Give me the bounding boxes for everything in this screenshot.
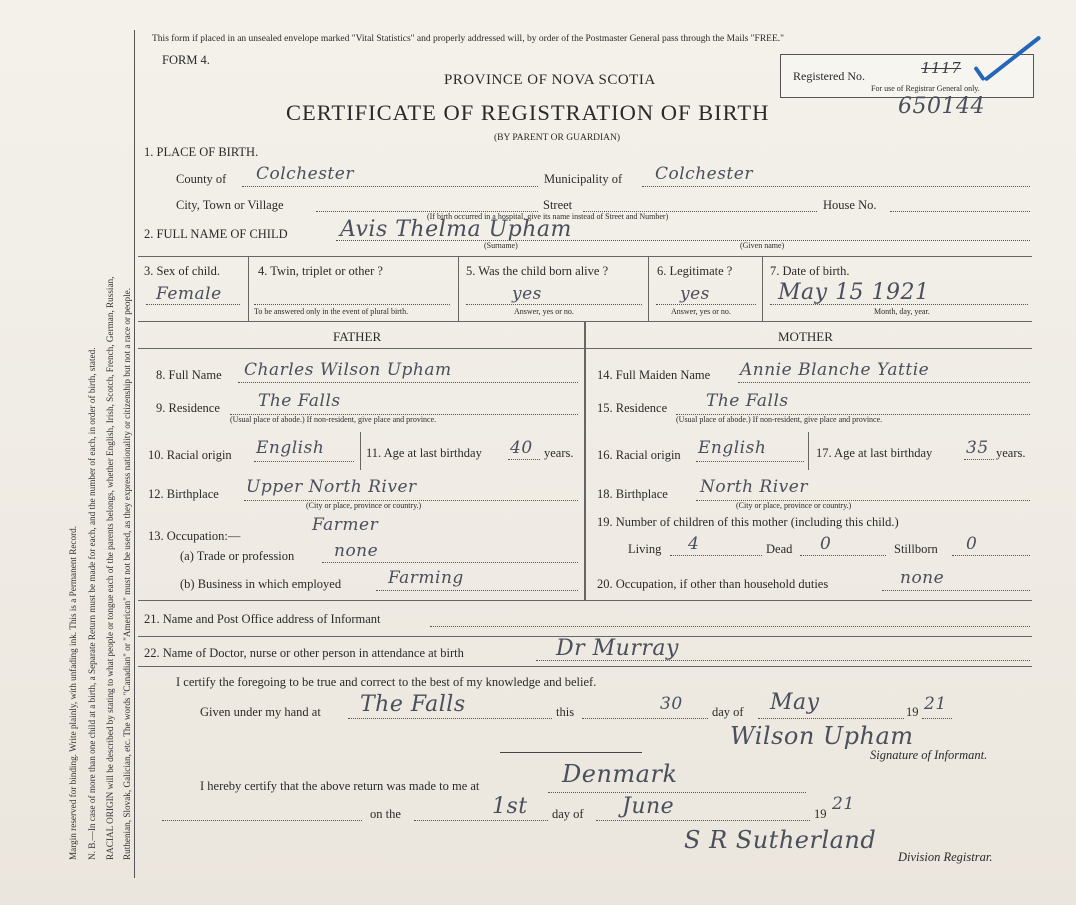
legitimate-note: Answer, yes or no.	[671, 307, 731, 316]
certify-statement: I certify the foregoing to be true and correct to the best of my knowledge and belief.	[176, 675, 597, 689]
father-racial-label: 10. Racial origin	[148, 448, 232, 462]
sex-label: 3. Sex of child.	[144, 264, 221, 278]
father-occupation-label: 13. Occupation:—	[148, 529, 241, 543]
given-month-value: May	[770, 690, 820, 715]
informant-signature-label: Signature of Informant.	[870, 748, 988, 762]
dead-label: Dead	[766, 542, 793, 556]
father-birthplace-note: (City or place, province or country.)	[306, 501, 422, 510]
legitimate-label: 6. Legitimate ?	[657, 264, 733, 278]
margin-rule	[134, 30, 135, 878]
mother-residence-value: The Falls	[706, 391, 789, 411]
given-name-note: (Given name)	[740, 241, 785, 250]
surname-note: (Surname)	[484, 241, 518, 250]
date-of-birth-label: 7. Date of birth.	[770, 264, 850, 278]
born-alive-note: Answer, yes or no.	[514, 307, 574, 316]
mother-heading: MOTHER	[778, 329, 833, 344]
father-racial-value: English	[256, 438, 325, 458]
registrar-place-value: Denmark	[562, 760, 678, 788]
city-label: City, Town or Village	[176, 198, 284, 212]
mother-birthplace-note: (City or place, province or country.)	[736, 501, 852, 510]
form-number: FORM 4.	[162, 53, 210, 67]
registrar-month-value: June	[622, 794, 675, 819]
father-residence-note: (Usual place of abode.) If non-resident, give place and province.	[230, 415, 437, 424]
father-residence-label: 9. Residence	[156, 401, 220, 415]
informant-signature: Wilson Upham	[730, 722, 914, 750]
living-value: 4	[688, 534, 700, 554]
mother-age-value: 35	[966, 438, 989, 458]
doctor-value: Dr Murray	[556, 636, 679, 661]
father-name-label: 8. Full Name	[156, 368, 222, 382]
county-label: County of	[176, 172, 227, 186]
mother-age-label: 17. Age at last birthday	[816, 446, 933, 460]
mail-notice: This form if placed in an unsealed envelope marked "Vital Statistics" and properly addressed will, by order of the Postmaster General pass through the Mails "FREE."	[152, 34, 785, 44]
father-birthplace-value: Upper North River	[246, 477, 417, 497]
father-trade-value: none	[334, 541, 379, 561]
on-the-label: on the	[370, 807, 401, 821]
margin-note-binding: Margin reserved for binding. Write plainly, with unfading ink. This is a Permanent Record.	[68, 525, 78, 860]
father-age-label: 11. Age at last birthday	[366, 446, 482, 460]
child-name-label: 2. FULL NAME OF CHILD	[144, 227, 288, 241]
registered-number-label: Registered No.	[793, 69, 865, 83]
registrar-day-of-label: day of	[552, 807, 584, 821]
registered-number-note: For use of Registrar General only.	[871, 84, 980, 93]
given-under-label: Given under my hand at	[200, 705, 321, 719]
mother-children-label: 19. Number of children of this mother (including this child.)	[597, 515, 899, 529]
father-birthplace-label: 12. Birthplace	[148, 487, 219, 501]
municipality-value: Colchester	[655, 164, 753, 184]
father-heading: FATHER	[333, 329, 382, 344]
mother-occupation-label: 20. Occupation, if other than household duties	[597, 577, 829, 591]
born-alive-value: yes	[512, 284, 542, 304]
given-place-value: The Falls	[360, 692, 466, 717]
twin-label: 4. Twin, triplet or other ?	[258, 264, 383, 278]
born-alive-label: 5. Was the child born alive ?	[466, 264, 609, 278]
margin-note-racial-origin: RACIAL ORIGIN will be described by stating to what people or tongue each of the parents belongs, whether English, Irish, Scotch, French, German, Russian,	[105, 276, 115, 860]
doctor-label: 22. Name of Doctor, nurse or other person in attendance at birth	[144, 646, 464, 660]
mother-age-years: years.	[996, 446, 1026, 460]
registrar-statement: I hereby certify that the above return was made to me at	[200, 779, 480, 793]
margin-note-multiple-births: N. B.—In case of more than one child at a birth, a Separate Return must be made for each, and the number of each, in order of birth, stated.	[87, 347, 97, 860]
given-day-value: 30	[660, 694, 683, 714]
date-of-birth-value: May 15 1921	[778, 280, 930, 305]
mother-racial-label: 16. Racial origin	[597, 448, 681, 462]
father-occupation-value: Farmer	[312, 515, 379, 535]
stillborn-label: Stillborn	[894, 542, 938, 556]
mother-residence-label: 15. Residence	[597, 401, 668, 415]
street-label: Street	[543, 198, 573, 212]
father-residence-value: The Falls	[258, 391, 341, 411]
stillborn-value: 0	[966, 534, 978, 554]
father-age-value: 40	[510, 438, 533, 458]
hospital-note: (If birth occurred in a hospital, give its name instead of Street and Number)	[427, 212, 669, 221]
mother-residence-note: (Usual place of abode.) If non-resident, give place and province.	[676, 415, 883, 424]
father-trade-label: (a) Trade or profession	[180, 549, 295, 563]
mother-name-value: Annie Blanche Yattie	[740, 360, 930, 380]
municipality-label: Municipality of	[544, 172, 623, 186]
place-of-birth-label: 1. PLACE OF BIRTH.	[144, 145, 259, 159]
legitimate-value: yes	[680, 284, 710, 304]
county-value: Colchester	[256, 164, 354, 184]
given-day-of-label: day of	[712, 705, 744, 719]
registration-number-handwritten: 650144	[898, 94, 985, 119]
registrar-day-value: 1st	[492, 794, 528, 819]
living-label: Living	[628, 542, 662, 556]
father-business-value: Farming	[388, 568, 464, 588]
registrar-year-value: 21	[832, 794, 855, 814]
mother-racial-value: English	[698, 438, 767, 458]
father-age-years: years.	[544, 446, 574, 460]
mother-name-label: 14. Full Maiden Name	[597, 368, 711, 382]
registered-number-struck: 1117	[921, 59, 962, 77]
sex-value: Female	[156, 284, 222, 304]
document-subtitle: (BY PARENT OR GUARDIAN)	[494, 133, 621, 143]
given-year-prefix: 19	[906, 705, 919, 719]
registered-number-box	[780, 54, 1034, 98]
registrar-signature-label: Division Registrar.	[898, 850, 993, 864]
date-of-birth-note: Month, day, year.	[874, 307, 930, 316]
registrar-year-prefix: 19	[814, 807, 827, 821]
mother-occupation-value: none	[900, 568, 945, 588]
given-year-value: 21	[924, 694, 947, 714]
father-business-label: (b) Business in which employed	[180, 577, 342, 591]
province-heading: PROVINCE OF NOVA SCOTIA	[444, 72, 656, 88]
father-name-value: Charles Wilson Upham	[244, 360, 452, 380]
this-label: this	[556, 705, 575, 719]
document-title: CERTIFICATE OF REGISTRATION OF BIRTH	[286, 100, 770, 125]
mother-birthplace-value: North River	[700, 477, 808, 497]
twin-note: To be answered only in the event of plural birth.	[254, 307, 409, 316]
margin-note-nationality: Ruthenian, Slovak, Galician, etc. The words "Canadian" or "American" must not be used, as they express nationality or citizenship but not a race or people.	[122, 287, 132, 860]
mother-birthplace-label: 18. Birthplace	[597, 487, 668, 501]
registrar-signature: S R Sutherland	[684, 826, 877, 854]
informant-label: 21. Name and Post Office address of Informant	[144, 612, 381, 626]
dead-value: 0	[820, 534, 832, 554]
house-number-label: House No.	[823, 198, 877, 212]
child-name-value: Avis Thelma Upham	[340, 217, 572, 242]
